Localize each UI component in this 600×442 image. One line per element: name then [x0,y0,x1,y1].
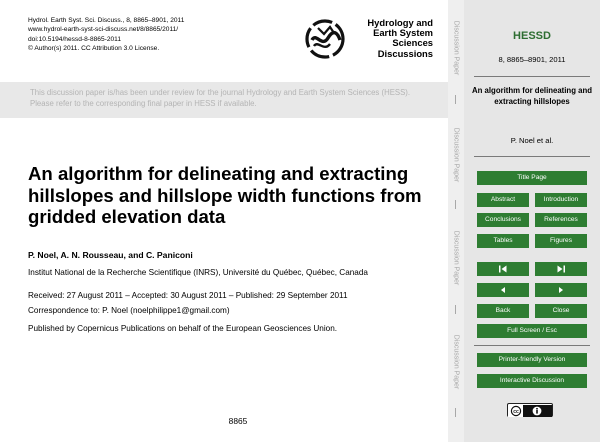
strip-divider [455,95,456,104]
svg-text:cc: cc [513,409,519,416]
title-page-button[interactable]: Title Page [477,171,587,185]
logo-line: Hydrology and [367,17,433,28]
doi: doi:10.5194/hessd-8-8865-2011 [28,35,121,43]
cc-by-icon[interactable] [507,403,553,417]
short-author: P. Noel et al. [510,136,554,145]
logo-line: Earth System [373,27,433,39]
license-line: © Author(s) 2011. CC Attribution 3.0 License. [28,45,160,53]
introduction-button[interactable]: Introduction [535,193,587,207]
next-page-icon [557,286,565,294]
strip-divider [455,408,456,417]
panel-divider [474,76,590,77]
journal-logo-text [346,18,433,59]
references-button[interactable]: References [535,213,587,227]
journal-pages: 8, 8865–8901, 2011 [498,55,566,64]
journal-reference: Hydrol. Earth Syst. Sci. Discuss., 8, 8865–8901, 2011 [28,17,185,24]
citation-block [28,16,184,54]
correspondence: Correspondence to: P. Noel (noelphilippe1@gmail.com) [28,306,230,315]
logo-line: Sciences [392,37,433,49]
tables-button[interactable]: Tables [477,234,529,248]
panel-divider [474,156,590,157]
egu-logo-icon [304,18,346,60]
journal-abbrev: HESSD [513,30,551,42]
back-button[interactable]: Back [477,304,529,318]
first-page-icon [498,265,508,273]
interactive-discussion-button[interactable]: Interactive Discussion [477,374,587,388]
affiliation: Institut National de la Recherche Scientifique (INRS), Université du Québec, Québec, Canada [28,268,368,277]
paper-title: An algorithm for delineating and extracting hillslopes and hillslope width functions from gridded elevation data [28,163,422,227]
fullscreen-button[interactable]: Full Screen / Esc [477,324,587,338]
page-number: 8865 [228,416,248,426]
last-page-button[interactable] [535,262,587,276]
short-title: An algorithm for delineating and extracting hillslopes [472,86,592,106]
abstract-button[interactable]: Abstract [477,193,529,207]
review-notice-text: This discussion paper is/has been under review for the journal Hydrology and Earth System Sciences (HESS). Please refer to the corresponding final paper in HESS if available. [30,88,411,108]
previous-page-button[interactable] [477,283,529,297]
first-page-button[interactable] [477,262,529,276]
publisher-note: Published by Copernicus Publications on behalf of the European Geosciences Union. [28,324,338,333]
conclusions-button[interactable]: Conclusions [477,213,529,227]
close-button[interactable]: Close [535,304,587,318]
strip-divider [455,200,456,209]
strip-divider [455,305,456,314]
printer-friendly-button[interactable]: Printer-friendly Version [477,353,587,367]
last-page-icon [556,265,566,273]
journal-url: www.hydrol-earth-syst-sci-discuss.net/8/8865/2011/ [28,26,179,34]
previous-page-icon [499,286,507,294]
paper-authors: P. Noel, A. N. Rousseau, and C. Paniconi [28,250,193,260]
panel-divider [474,345,590,346]
publication-dates: Received: 27 August 2011 – Accepted: 30 August 2011 – Published: 29 September 2011 [28,291,348,300]
logo-line: Discussions [377,47,433,59]
next-page-button[interactable] [535,283,587,297]
figures-button[interactable]: Figures [535,234,587,248]
